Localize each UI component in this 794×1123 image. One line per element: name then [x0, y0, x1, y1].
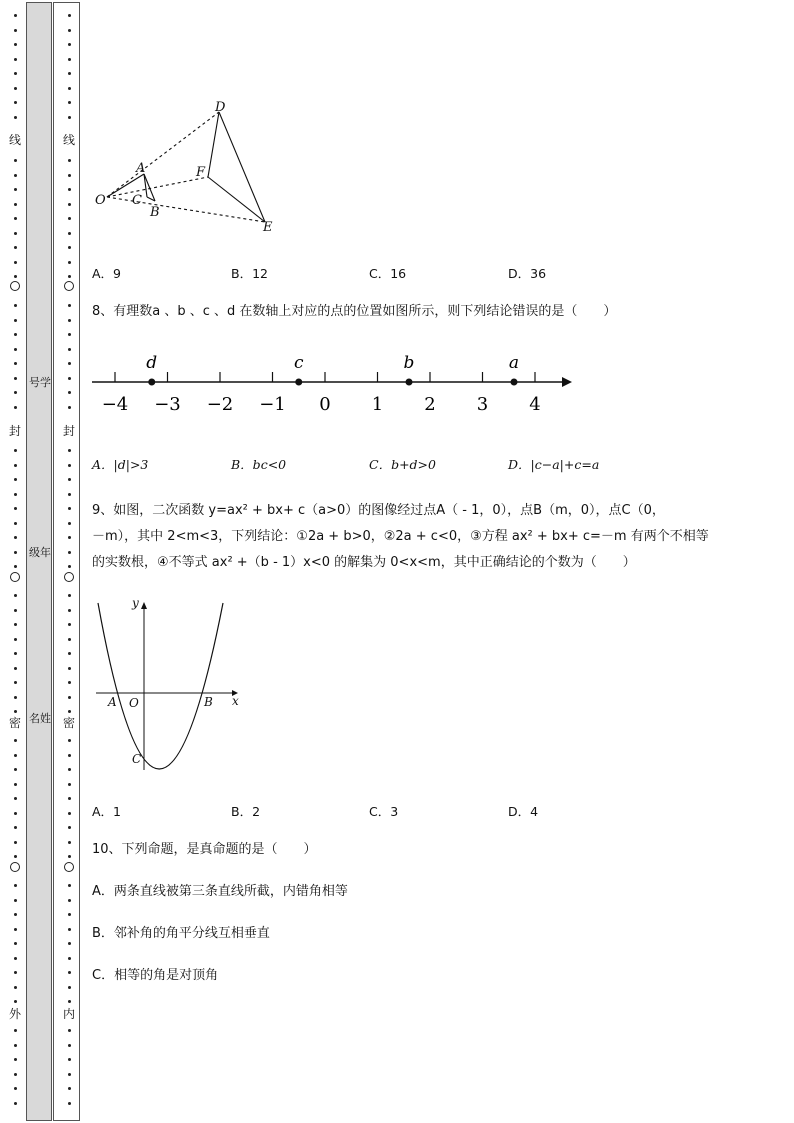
- q10-option-b[interactable]: B．邻补角的角平分线互相垂直: [92, 926, 270, 941]
- cut-line-circle: [64, 281, 74, 291]
- q7-option-c[interactable]: C．16: [369, 266, 407, 281]
- cut-line-dot: [14, 304, 17, 307]
- cut-line-dot: [68, 246, 71, 249]
- cut-line-dot: [68, 754, 71, 757]
- q10-option-c[interactable]: C．相等的角是对顶角: [92, 968, 219, 983]
- cut-line-dot: [68, 116, 71, 119]
- q9-x-axis-label: x: [232, 694, 239, 708]
- cut-line-dot: [14, 362, 17, 365]
- number-line-tick-label: −1: [259, 394, 286, 415]
- number-line-tick-label: 3: [476, 394, 489, 415]
- cut-line-dot: [68, 797, 71, 800]
- cut-line-dot: [14, 261, 17, 264]
- cut-line-dot: [68, 304, 71, 307]
- cut-line-dot: [14, 768, 17, 771]
- cut-line-dot: [68, 449, 71, 452]
- cut-line-dot: [68, 957, 71, 960]
- cut-line-dot: [68, 739, 71, 742]
- q8-number-line: [92, 350, 582, 420]
- cut-line-dot: [14, 1102, 17, 1105]
- cut-line-dot: [68, 638, 71, 641]
- cut-line-dot: [14, 478, 17, 481]
- number-line-point-d: [148, 379, 155, 386]
- cut-line-dot: [68, 275, 71, 278]
- q7-options: [92, 264, 652, 282]
- cut-line-dot: [14, 507, 17, 510]
- cut-line-dot: [68, 217, 71, 220]
- q9-option-d[interactable]: D．4: [508, 804, 539, 819]
- cut-line-dot: [14, 754, 17, 757]
- cut-line-dot: [14, 551, 17, 554]
- cut-line-dot: [68, 1102, 71, 1105]
- cut-line-dot: [68, 203, 71, 206]
- cut-line-dot: [14, 1087, 17, 1090]
- cut-line-dot: [14, 87, 17, 90]
- number-line-point-label-c: c: [293, 353, 304, 373]
- cut-line-dot: [68, 551, 71, 554]
- cut-line-dot: [14, 942, 17, 945]
- cut-line-dot: [14, 855, 17, 858]
- q7-label-D: D: [215, 100, 226, 115]
- cut-line-dot: [68, 507, 71, 510]
- cut-line-dot: [14, 493, 17, 496]
- q9-option-c[interactable]: C．3: [369, 804, 399, 819]
- cut-line-dot: [68, 899, 71, 902]
- cut-line-dot: [14, 319, 17, 322]
- number-line-point-c: [295, 379, 302, 386]
- cut-line-dot: [68, 362, 71, 365]
- right-line-char: 线: [63, 133, 76, 147]
- q10-option-a[interactable]: A．两条直线被第三条直线所截，内错角相等: [92, 884, 348, 899]
- cut-line-dot: [14, 609, 17, 612]
- cut-line-dot: [68, 43, 71, 46]
- binding-margin: [0, 0, 90, 1123]
- number-line-tick-label: 0: [319, 394, 331, 415]
- cut-line-dot: [68, 391, 71, 394]
- q8-option-a[interactable]: A．|d|>3: [92, 457, 149, 472]
- cut-line-dot: [14, 739, 17, 742]
- cut-line-dot: [68, 623, 71, 626]
- cut-line-dot: [14, 826, 17, 829]
- cut-line-dot: [68, 377, 71, 380]
- cut-line-dot: [68, 971, 71, 974]
- cut-line-dot: [14, 841, 17, 844]
- cut-line-dot: [14, 464, 17, 467]
- cut-line-dot: [68, 87, 71, 90]
- number-line-point-label-b: b: [403, 353, 415, 373]
- student-number-label: 号学: [29, 376, 51, 389]
- left-seal-char: 封: [9, 424, 22, 438]
- cut-line-dot: [14, 797, 17, 800]
- number-line-tick-label: −3: [154, 394, 181, 415]
- cut-line-dot: [68, 232, 71, 235]
- cut-line-dot: [14, 391, 17, 394]
- cut-line-dot: [68, 478, 71, 481]
- q7-option-d[interactable]: D．36: [508, 266, 547, 281]
- cut-line-dot: [68, 1087, 71, 1090]
- cut-line-dot: [68, 841, 71, 844]
- left-secret-char: 密: [9, 716, 22, 730]
- cut-line-dot: [14, 72, 17, 75]
- cut-line-dot: [14, 188, 17, 191]
- cut-line-dot: [14, 1000, 17, 1003]
- cut-line-dot: [14, 913, 17, 916]
- cut-line-dot: [14, 449, 17, 452]
- q10-stem: 10、下列命题，是真命题的是（ ）: [92, 842, 317, 857]
- cut-line-dot: [14, 1044, 17, 1047]
- q8-stem: 8、有理数a 、b 、c 、d 在数轴上对应的点的位置如图所示，则下列结论错误的是（ ）: [92, 304, 617, 319]
- cut-line-dot: [14, 536, 17, 539]
- cut-line-dot: [68, 348, 71, 351]
- cut-line-dot: [68, 58, 71, 61]
- name-label: 名姓: [29, 712, 51, 725]
- cut-line-dot: [68, 174, 71, 177]
- cut-line-dot: [14, 348, 17, 351]
- cut-line-dot: [68, 159, 71, 162]
- cut-line-dot: [68, 101, 71, 104]
- q9-point-C: C: [132, 752, 142, 766]
- cut-line-dot: [68, 1029, 71, 1032]
- cut-line-dot: [14, 246, 17, 249]
- cut-line-dot: [68, 986, 71, 989]
- cut-line-dot: [68, 855, 71, 858]
- q7-option-b[interactable]: B．12: [231, 266, 268, 281]
- cut-line-dot: [14, 333, 17, 336]
- cut-line-dot: [14, 232, 17, 235]
- cut-line-dot: [68, 928, 71, 931]
- q8-option-b[interactable]: B．bc<0: [231, 457, 287, 472]
- number-line-point-label-a: a: [508, 353, 520, 373]
- q8-option-d[interactable]: D．|c−a|+c=a: [508, 457, 600, 472]
- cut-line-dot: [68, 493, 71, 496]
- number-line-tick-label: −4: [101, 394, 129, 415]
- cut-line-dot: [14, 928, 17, 931]
- right-secret-char: 密: [63, 716, 76, 730]
- number-line-point-label-d: d: [146, 353, 158, 373]
- cut-line-dot: [14, 522, 17, 525]
- cut-line-dot: [68, 536, 71, 539]
- right-dotted-cut-line: [64, 0, 74, 1123]
- cut-line-dot: [14, 971, 17, 974]
- cut-line-dot: [68, 261, 71, 264]
- cut-line-dot: [68, 913, 71, 916]
- right-seal-char: 封: [63, 424, 76, 438]
- q7-option-a[interactable]: A．9: [92, 266, 122, 281]
- exam-content: [92, 0, 782, 1123]
- q8-option-c[interactable]: C．b+d>0: [369, 457, 436, 472]
- cut-line-dot: [14, 14, 17, 17]
- cut-line-dot: [14, 667, 17, 670]
- cut-line-dot: [68, 652, 71, 655]
- q9-point-B: B: [204, 695, 213, 709]
- cut-line-dot: [68, 942, 71, 945]
- cut-line-dot: [68, 768, 71, 771]
- cut-line-circle: [10, 281, 20, 291]
- cut-line-dot: [68, 72, 71, 75]
- cut-line-dot: [14, 217, 17, 220]
- cut-line-dot: [68, 812, 71, 815]
- left-dotted-cut-line: [10, 0, 20, 1123]
- cut-line-dot: [68, 319, 71, 322]
- cut-line-dot: [14, 101, 17, 104]
- cut-line-dot: [14, 275, 17, 278]
- cut-line-circle: [10, 572, 20, 582]
- cut-line-dot: [14, 565, 17, 568]
- cut-line-dot: [68, 884, 71, 887]
- cut-line-dot: [14, 681, 17, 684]
- cut-line-dot: [14, 159, 17, 162]
- q7-triangle-figure: [92, 100, 292, 240]
- q7-label-B: B: [150, 205, 160, 220]
- cut-line-dot: [68, 609, 71, 612]
- q9-y-axis-label: y: [132, 596, 139, 610]
- cut-line-dot: [14, 43, 17, 46]
- cut-line-dot: [68, 14, 71, 17]
- number-line-tick-label: 4: [529, 394, 541, 415]
- q9-stem-line-3: 的实数根，④不等式 ax² +（b - 1）x<0 的解集为 0<x<m，其中正确结论的个数为（ ）: [92, 555, 636, 570]
- cut-line-dot: [14, 652, 17, 655]
- number-line-point-b: [406, 379, 413, 386]
- left-outer-char: 外: [9, 1007, 22, 1021]
- cut-line-dot: [68, 826, 71, 829]
- cut-line-dot: [68, 188, 71, 191]
- cut-line-dot: [68, 696, 71, 699]
- cut-line-dot: [14, 203, 17, 206]
- cut-line-circle: [10, 862, 20, 872]
- cut-line-dot: [68, 29, 71, 32]
- q7-label-F: F: [196, 165, 206, 180]
- q9-parabola-graph: [92, 595, 252, 775]
- number-line-tick-label: −2: [206, 394, 234, 415]
- cut-line-dot: [68, 1058, 71, 1061]
- grade-label: 级年: [29, 546, 51, 559]
- cut-line-dot: [14, 1029, 17, 1032]
- number-line-tick-label: 1: [371, 394, 384, 415]
- cut-line-circle: [64, 572, 74, 582]
- q9-option-b[interactable]: B．2: [231, 804, 261, 819]
- cut-line-dot: [14, 1073, 17, 1076]
- cut-line-dot: [14, 696, 17, 699]
- q9-origin-O: O: [129, 696, 139, 710]
- cut-line-dot: [68, 1073, 71, 1076]
- cut-line-dot: [14, 783, 17, 786]
- q9-stem-line-1: 9、如图，二次函数 y=ax² + bx+ c（a>0）的图像经过点A（ - 1，0），点B（m，0），点C（0，: [92, 503, 665, 518]
- q7-label-O: O: [95, 193, 106, 208]
- cut-line-dot: [68, 333, 71, 336]
- cut-line-dot: [14, 116, 17, 119]
- q7-label-A: A: [136, 161, 146, 176]
- cut-line-dot: [14, 638, 17, 641]
- cut-line-dot: [68, 406, 71, 409]
- number-line-point-a: [511, 379, 518, 386]
- cut-line-dot: [68, 565, 71, 568]
- number-line-tick-label: 2: [424, 394, 436, 415]
- cut-line-dot: [68, 1000, 71, 1003]
- q9-point-A: A: [108, 695, 117, 709]
- q9-option-a[interactable]: A．1: [92, 804, 122, 819]
- cut-line-dot: [68, 464, 71, 467]
- cut-line-dot: [68, 681, 71, 684]
- cut-line-dot: [14, 710, 17, 713]
- left-line-char: 线: [9, 133, 22, 147]
- q9-stem-line-2: －m），其中 2<m<3，下列结论：①2a + b>0，②2a + c<0，③方程 ax² + bx+ c=－m 有两个不相等: [92, 529, 709, 544]
- q9-options: [92, 802, 652, 820]
- cut-line-dot: [68, 1044, 71, 1047]
- cut-line-dot: [14, 1058, 17, 1061]
- cut-line-dot: [14, 899, 17, 902]
- cut-line-dot: [14, 986, 17, 989]
- cut-line-dot: [68, 522, 71, 525]
- cut-line-dot: [14, 377, 17, 380]
- cut-line-dot: [68, 783, 71, 786]
- cut-line-circle: [64, 862, 74, 872]
- cut-line-dot: [14, 957, 17, 960]
- cut-line-dot: [14, 174, 17, 177]
- cut-line-dot: [68, 667, 71, 670]
- cut-line-dot: [14, 884, 17, 887]
- q7-label-C: C: [132, 193, 142, 208]
- q8-options: [92, 455, 652, 473]
- cut-line-dot: [68, 710, 71, 713]
- cut-line-dot: [14, 29, 17, 32]
- q7-label-E: E: [263, 220, 273, 235]
- cut-line-dot: [14, 406, 17, 409]
- student-info-band: [26, 2, 52, 1121]
- cut-line-dot: [14, 58, 17, 61]
- right-inner-char: 内: [63, 1007, 76, 1021]
- cut-line-dot: [14, 594, 17, 597]
- cut-line-dot: [14, 623, 17, 626]
- cut-line-dot: [68, 594, 71, 597]
- cut-line-dot: [14, 812, 17, 815]
